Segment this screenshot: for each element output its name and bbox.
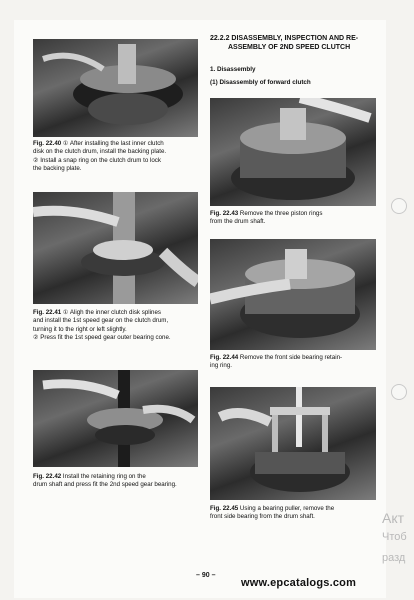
- figure-label: Fig. 22.42: [33, 473, 62, 480]
- caption-text: the backing plate.: [33, 165, 82, 173]
- figure-22-43-caption: [210, 210, 380, 227]
- caption-text: Install the retaining ring on the: [61, 473, 146, 480]
- caption-text: Remove the front side bearing retain-: [238, 354, 343, 361]
- punch-hole: [391, 384, 407, 400]
- heading-line: ASSEMBLY OF 2ND SPEED CLUTCH: [228, 44, 351, 51]
- figure-22-45-photo: [210, 387, 376, 500]
- watermark-line: разд: [382, 552, 406, 564]
- section-heading: [210, 34, 380, 52]
- caption-text: from the drum shaft.: [210, 218, 266, 226]
- caption-text: front side bearing from the drum shaft.: [210, 513, 315, 521]
- caption-text: drum shaft and press fit the 2nd speed gear bearing.: [33, 481, 177, 489]
- figure-22-41-photo: [33, 192, 198, 304]
- punch-hole: [391, 198, 407, 214]
- subsection-subtitle: (1) Disassembly of forward clutch: [210, 79, 311, 86]
- caption-text: ② Press fit the 1st speed gear outer bearing cone.: [33, 334, 171, 342]
- figure-label: Fig. 22.40: [33, 140, 62, 147]
- figure-22-42-caption: [33, 473, 203, 490]
- figure-22-43-photo: [210, 98, 376, 206]
- figure-22-45-caption: [210, 505, 380, 522]
- figure-22-40-caption: [33, 140, 203, 174]
- caption-text: ① After installing the last inner clutch: [61, 140, 164, 147]
- figure-label: Fig. 22.44: [210, 354, 239, 361]
- caption-text: ② Install a snap ring on the clutch drum to lock: [33, 156, 161, 164]
- figure-22-44-caption: [210, 354, 380, 371]
- site-link[interactable]: www.epcatalogs.com: [241, 577, 357, 589]
- caption-text: ① Aligh the inner clutch disk splines: [61, 309, 161, 316]
- caption-text: Using a bearing puller, remove the: [238, 505, 335, 512]
- caption-text: and install the 1st speed gear on the clutch drum,: [33, 317, 169, 325]
- figure-22-44-photo: [210, 239, 376, 350]
- watermark-line: Акт: [382, 510, 405, 526]
- watermark-line: Чтоб: [382, 531, 407, 543]
- caption-text: Remove the three piston rings: [238, 210, 323, 217]
- figure-22-42-photo: [33, 370, 198, 467]
- caption-text: ing ring.: [210, 362, 233, 370]
- page-number: – 90 –: [196, 572, 216, 579]
- figure-22-40-photo: [33, 39, 198, 137]
- subsection-title: 1. Disassembly: [210, 66, 256, 73]
- figure-label: Fig. 22.45: [210, 505, 239, 512]
- caption-text: disk on the clutch drum, install the backing plate.: [33, 148, 167, 156]
- figure-label: Fig. 22.41: [33, 309, 62, 316]
- caption-text: turning it to the right or left slightly.: [33, 325, 127, 333]
- figure-22-41-caption: [33, 309, 203, 343]
- figure-label: Fig. 22.43: [210, 210, 239, 217]
- heading-line: 22.2.2 DISASSEMBLY, INSPECTION AND RE-: [210, 35, 359, 42]
